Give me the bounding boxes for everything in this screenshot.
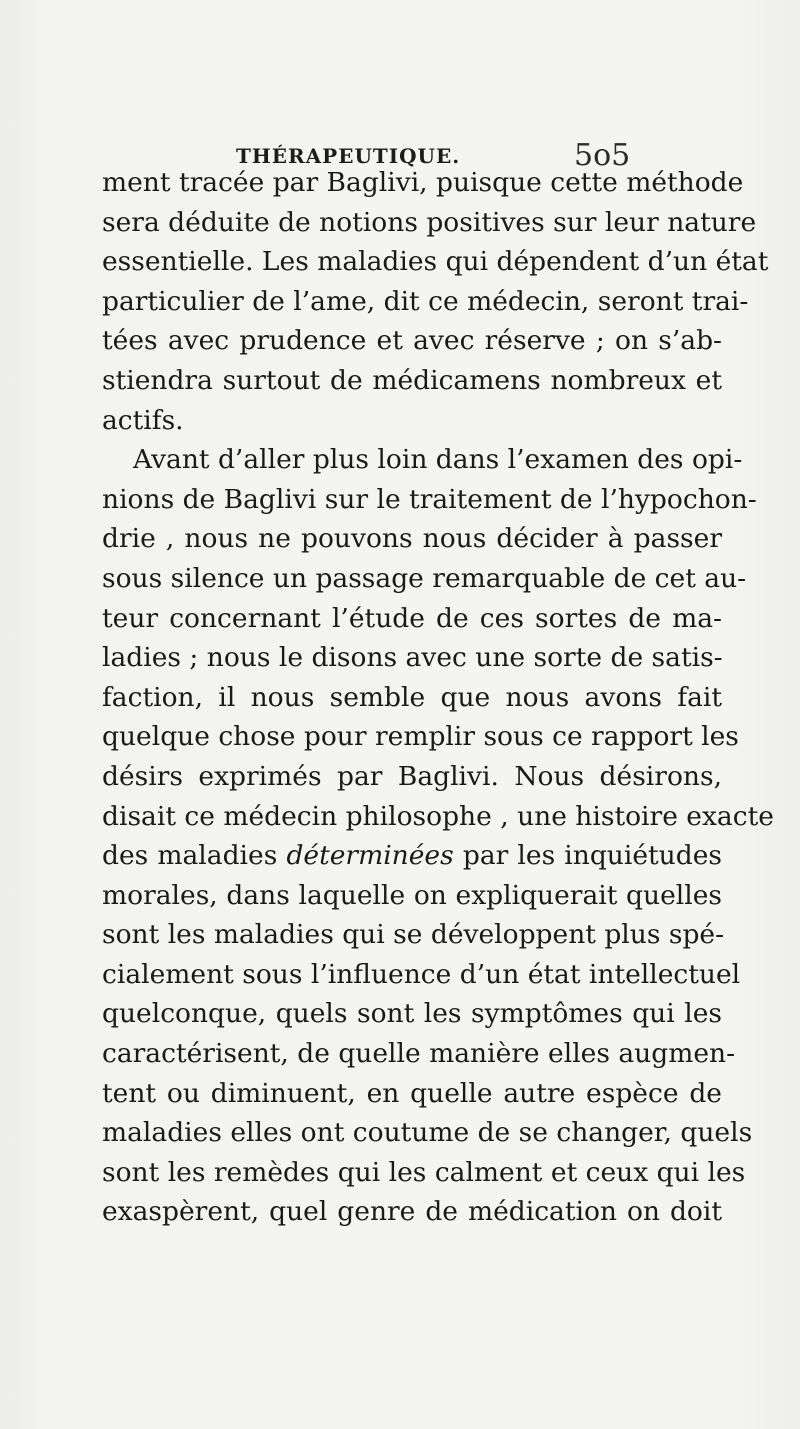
page-number: 5o5 <box>574 138 631 173</box>
running-title: THÉRAPEUTIQUE. <box>236 144 461 168</box>
text-segment: des maladies <box>102 840 278 872</box>
text-line: ment tracée par Baglivi, puisque cette méthode <box>102 167 744 198</box>
text-line: tent ou diminuent, en quelle autre espèce de <box>102 1077 722 1109</box>
body-text <box>102 163 774 1232</box>
text-line: cialement sous l’influence d’un état intellectuel <box>102 958 741 990</box>
text-line: ladies ; nous le disons avec une sorte de satis- <box>102 642 723 674</box>
text-line: sous silence un passage remarquable de cet au- <box>102 562 747 594</box>
text-line: exaspèrent, quel genre de médication on doit <box>102 1196 722 1228</box>
text-line: stiendra surtout de médicamens nombreux et <box>102 364 722 396</box>
text-line: tées avec prudence et avec réserve ; on s’ab- <box>102 325 722 357</box>
text-line: teur concernant l’étude de ces sortes de ma- <box>102 602 722 634</box>
text-line: caractérisent, de quelle manière elles augmen- <box>102 1038 736 1070</box>
text-line: drie , nous ne pouvons nous décider à passer <box>102 523 722 555</box>
text-line: particulier de l’ame, dit ce médecin, seront trai- <box>102 285 749 317</box>
text-line: essentielle. Les maladies qui dépendent d’un état <box>102 246 769 278</box>
text-line: quelque chose pour remplir sous ce rapport les <box>102 721 739 753</box>
text-line: sont les maladies qui se développent plus spé- <box>102 919 725 951</box>
text-line: Avant d’aller plus loin dans l’examen des opi- <box>133 444 743 476</box>
text-line: maladies elles ont coutume de se changer, quels <box>102 1117 753 1149</box>
text-line: disait ce médecin philosophe , une histoire exacte <box>102 800 774 832</box>
text-line: sera déduite de notions positives sur leur nature <box>102 206 757 238</box>
italic-word: déterminées <box>286 840 454 872</box>
text-line-mixed <box>102 836 722 876</box>
text-line: nions de Baglivi sur le traitement de l’hypochon- <box>102 483 757 515</box>
text-segment: par les inquiétudes <box>462 840 722 872</box>
text-line: quelconque, quels sont les symptômes qui les <box>102 998 722 1030</box>
text-line: actifs. <box>102 404 184 436</box>
text-line: faction, il nous semble que nous avons fait <box>102 681 722 713</box>
text-line: morales, dans laquelle on expliquerait quelles <box>102 879 722 911</box>
text-line: sont les remèdes qui les calment et ceux qui les <box>102 1156 746 1188</box>
text-line: désirs exprimés par Baglivi. Nous désirons, <box>102 760 722 792</box>
